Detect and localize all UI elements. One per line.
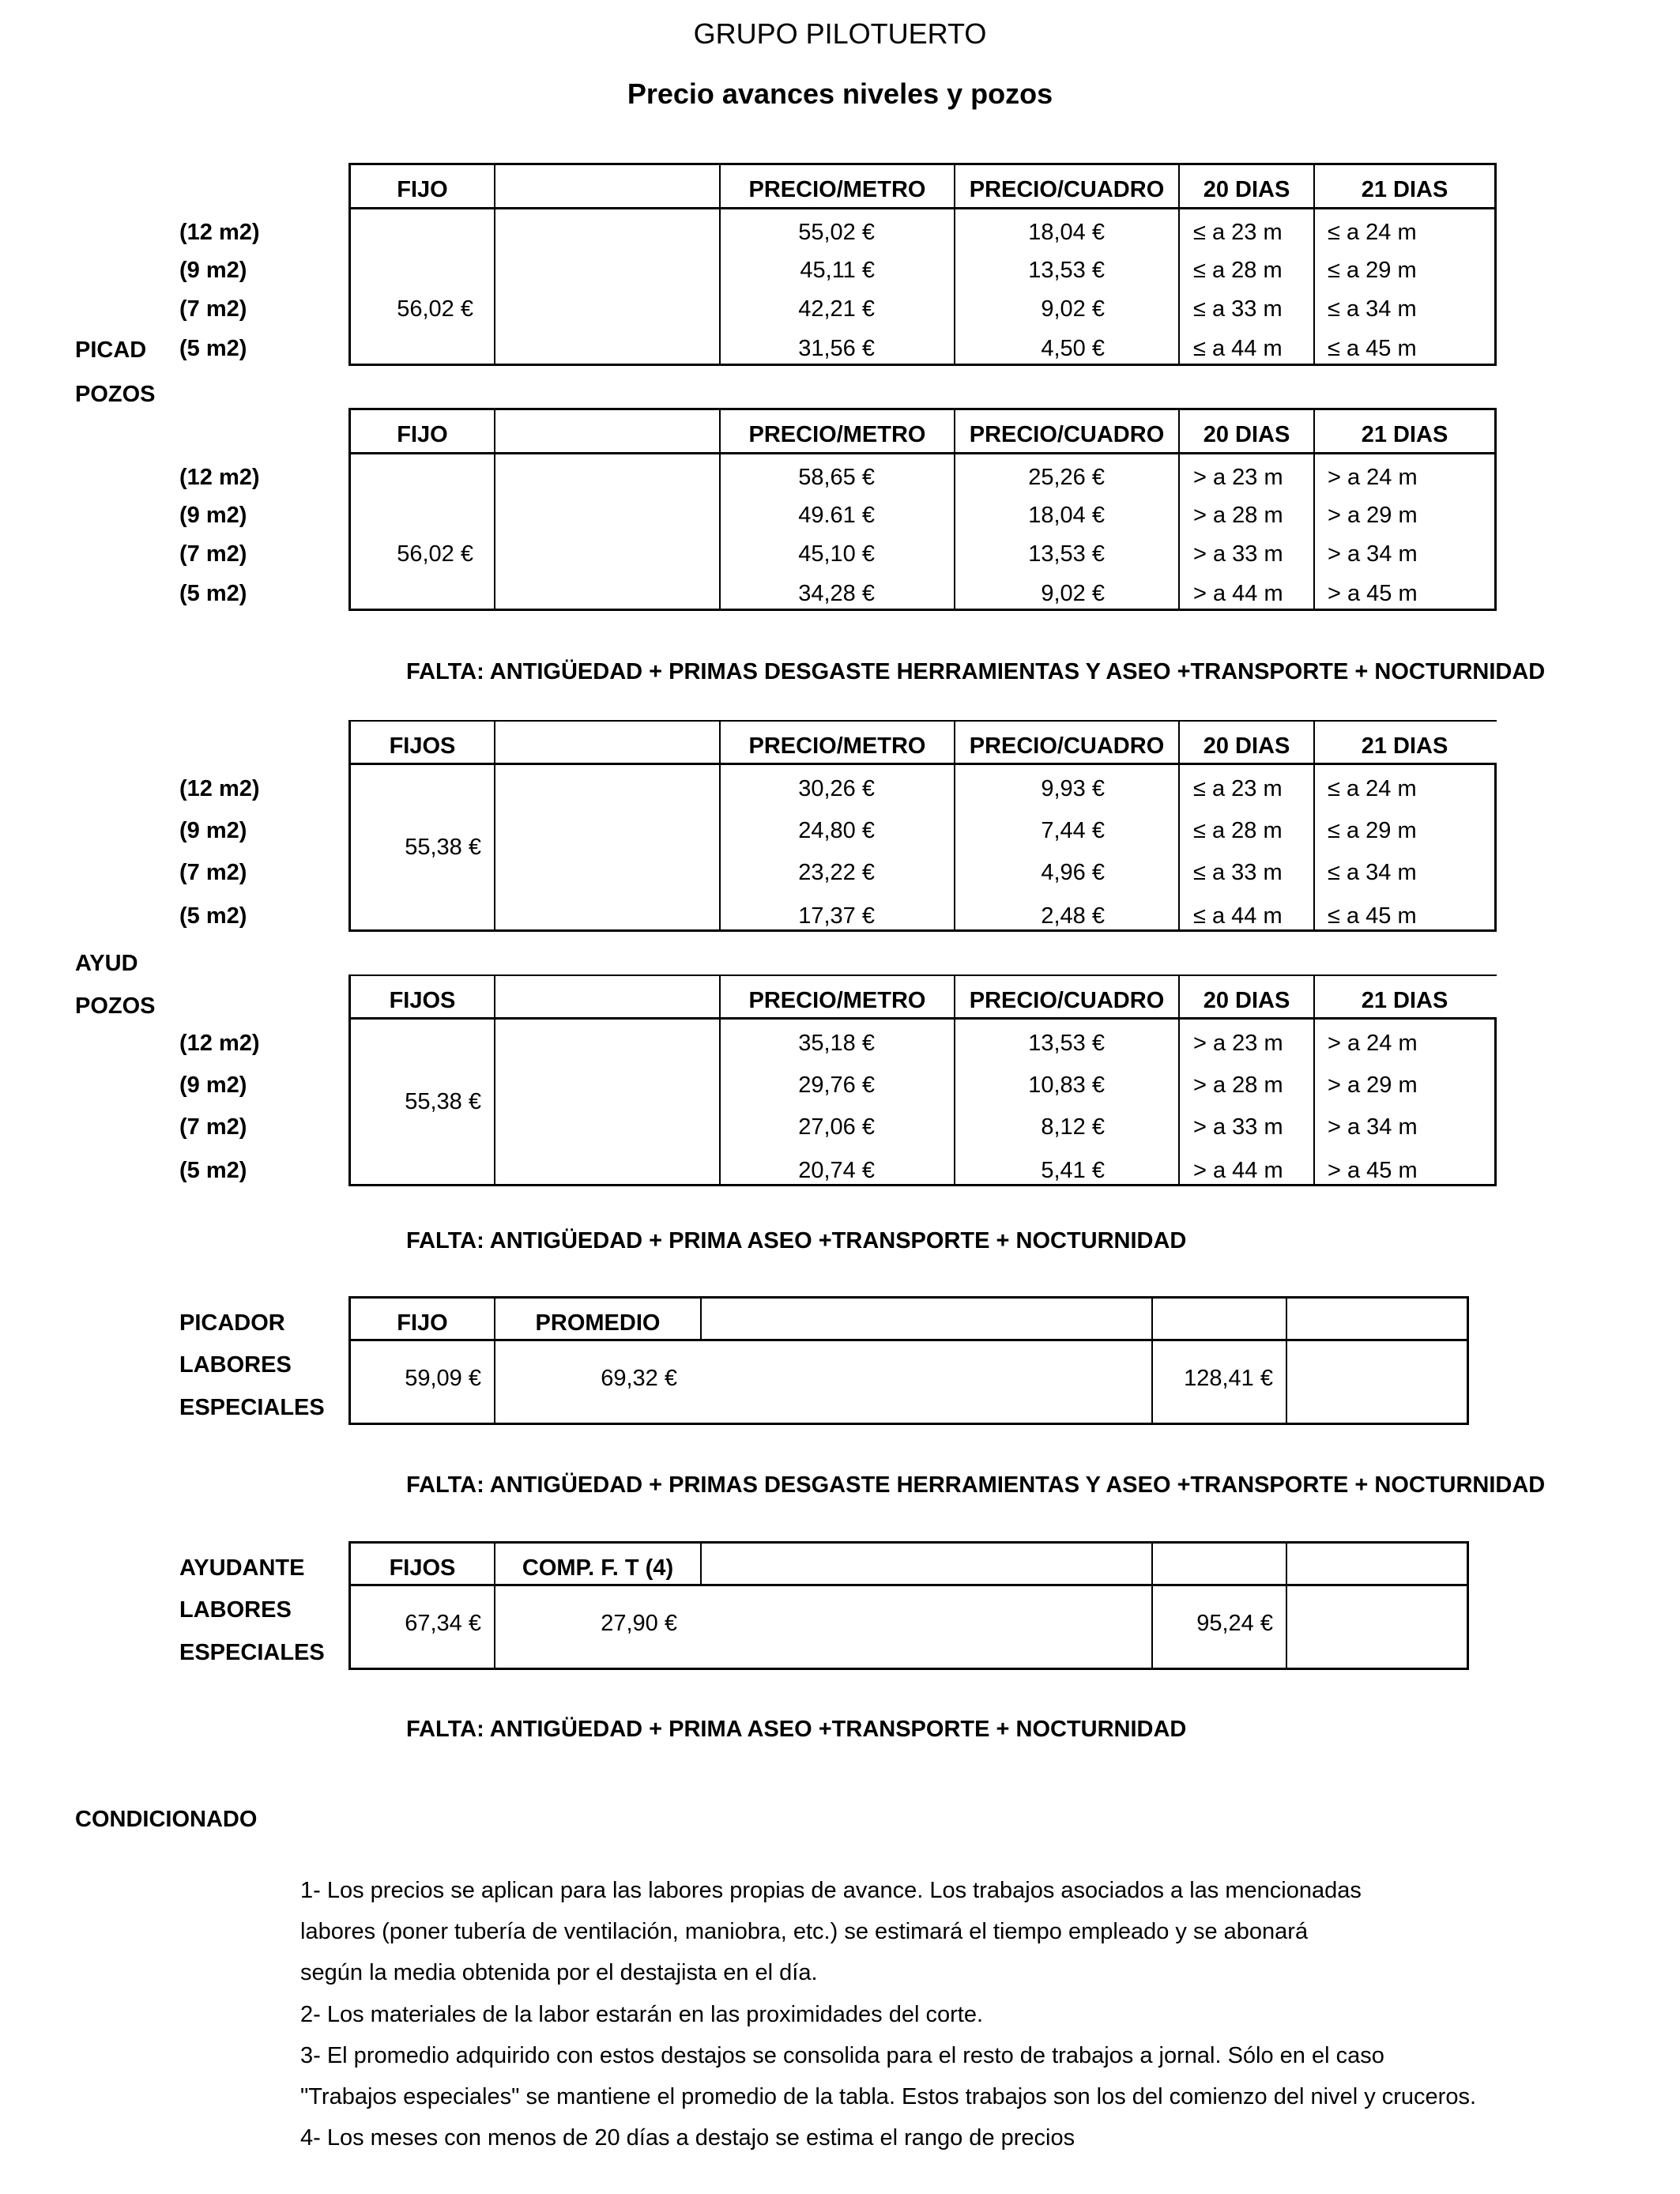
precio-cuadro-cell: 4,96 € bbox=[1041, 860, 1105, 885]
size-label: (7 m2) bbox=[179, 1114, 247, 1140]
condicion-line: 3- El promedio adquirido con estos destajos se consolida para el resto de trabajos a jornal. Sólo en el caso bbox=[300, 2043, 1384, 2068]
total-value: 95,24 € bbox=[1196, 1611, 1273, 1636]
size-label: (9 m2) bbox=[179, 1072, 247, 1098]
header-precio-cuadro: PRECIO/CUADRO bbox=[969, 733, 1165, 759]
header-precio-metro: PRECIO/METRO bbox=[748, 733, 926, 759]
row-label: PICADOR bbox=[179, 1310, 285, 1336]
size-label: (5 m2) bbox=[179, 1158, 247, 1183]
fijo-value: 67,34 € bbox=[405, 1611, 481, 1636]
precio-cuadro-cell: 2,48 € bbox=[1041, 903, 1105, 929]
condicion-line: 2- Los materiales de la labor estarán en las proximidades del corte. bbox=[300, 2002, 984, 2027]
precio-metro-cell: 34,28 € bbox=[798, 581, 875, 606]
header-precio-cuadro: PRECIO/CUADRO bbox=[969, 422, 1165, 447]
dias-20-cell: > a 33 m bbox=[1193, 1114, 1283, 1140]
header-fijos: FIJOS bbox=[389, 988, 456, 1013]
precio-cuadro-cell: 8,12 € bbox=[1041, 1114, 1105, 1140]
header-21-dias: 21 DIAS bbox=[1361, 988, 1448, 1013]
fijo-value: 56,02 € bbox=[397, 541, 473, 567]
header-20-dias: 20 DIAS bbox=[1203, 733, 1290, 759]
falta-note-1: FALTA: ANTIGÜEDAD + PRIMAS DESGASTE HERRAMIENTAS Y ASEO +TRANSPORTE + NOCTURNIDAD bbox=[406, 659, 1546, 684]
row-label: LABORES bbox=[179, 1352, 292, 1378]
precio-metro-cell: 58,65 € bbox=[798, 465, 875, 490]
dias-20-cell: > a 23 m bbox=[1193, 1031, 1283, 1056]
dias-20-cell: > a 28 m bbox=[1193, 503, 1283, 528]
precio-cuadro-cell: 13,53 € bbox=[1028, 1031, 1105, 1056]
precio-cuadro-cell: 13,53 € bbox=[1028, 258, 1105, 283]
dias-20-cell: ≤ a 23 m bbox=[1193, 776, 1283, 801]
label-pozos-1: POZOS bbox=[75, 382, 156, 407]
precio-cuadro-cell: 9,02 € bbox=[1041, 581, 1105, 606]
condicion-line: 4- Los meses con menos de 20 días a destajo se estima el rango de precios bbox=[300, 2125, 1075, 2151]
precio-metro-cell: 55,02 € bbox=[798, 220, 875, 245]
size-label: (12 m2) bbox=[179, 776, 260, 801]
falta-note-4: FALTA: ANTIGÜEDAD + PRIMA ASEO +TRANSPORTE + NOCTURNIDAD bbox=[406, 1717, 1187, 1742]
precio-cuadro-cell: 18,04 € bbox=[1028, 503, 1105, 528]
header-21-dias: 21 DIAS bbox=[1361, 733, 1448, 759]
header-fijos: FIJOS bbox=[389, 1555, 456, 1581]
precio-metro-cell: 23,22 € bbox=[798, 860, 875, 885]
condicion-line: 1- Los precios se aplican para las labores propias de avance. Los trabajos asociados a las mencionadas bbox=[300, 1878, 1362, 1903]
header-fijo: FIJO bbox=[397, 422, 448, 447]
dias-20-cell: > a 44 m bbox=[1193, 581, 1283, 606]
header-precio-cuadro: PRECIO/CUADRO bbox=[969, 177, 1165, 202]
dias-20-cell: > a 23 m bbox=[1193, 465, 1283, 490]
precio-cuadro-cell: 13,53 € bbox=[1028, 541, 1105, 567]
dias-20-cell: > a 28 m bbox=[1193, 1072, 1283, 1098]
size-label: (12 m2) bbox=[179, 465, 260, 490]
size-label: (12 m2) bbox=[179, 1031, 260, 1056]
precio-cuadro-cell: 25,26 € bbox=[1028, 465, 1105, 490]
falta-note-2: FALTA: ANTIGÜEDAD + PRIMA ASEO +TRANSPORTE + NOCTURNIDAD bbox=[406, 1228, 1187, 1253]
dias-20-cell: ≤ a 23 m bbox=[1193, 220, 1283, 245]
dias-21-cell: > a 29 m bbox=[1328, 503, 1418, 528]
precio-metro-cell: 24,80 € bbox=[798, 818, 875, 843]
precio-metro-cell: 20,74 € bbox=[798, 1158, 875, 1183]
precio-cuadro-cell: 9,93 € bbox=[1041, 776, 1105, 801]
header-comp-ft: COMP. F. T (4) bbox=[522, 1555, 674, 1581]
row-label: ESPECIALES bbox=[179, 1395, 325, 1420]
row-label: LABORES bbox=[179, 1597, 292, 1623]
row-label: ESPECIALES bbox=[179, 1640, 325, 1665]
fijo-value: 55,38 € bbox=[405, 1089, 481, 1114]
dias-20-cell: ≤ a 44 m bbox=[1193, 903, 1283, 929]
header-fijo: FIJO bbox=[397, 1310, 448, 1336]
dias-20-cell: > a 33 m bbox=[1193, 541, 1283, 567]
dias-20-cell: ≤ a 33 m bbox=[1193, 296, 1283, 322]
precio-cuadro-cell: 7,44 € bbox=[1041, 818, 1105, 843]
row-label: AYUDANTE bbox=[179, 1555, 305, 1581]
precio-metro-cell: 45,11 € bbox=[800, 258, 875, 283]
precio-cuadro-cell: 5,41 € bbox=[1041, 1158, 1105, 1183]
dias-21-cell: > a 45 m bbox=[1328, 1158, 1418, 1183]
dias-20-cell: ≤ a 28 m bbox=[1193, 258, 1283, 283]
header-precio-cuadro: PRECIO/CUADRO bbox=[969, 988, 1165, 1013]
fijo-value: 55,38 € bbox=[405, 835, 481, 860]
document-title: GRUPO PILOTUERTO bbox=[693, 17, 987, 50]
size-label: (12 m2) bbox=[179, 220, 260, 245]
header-fijos: FIJOS bbox=[389, 733, 456, 759]
promedio-value: 69,32 € bbox=[601, 1366, 677, 1391]
precio-metro-cell: 49.61 € bbox=[798, 503, 875, 528]
precio-cuadro-cell: 4,50 € bbox=[1041, 336, 1105, 361]
dias-21-cell: ≤ a 24 m bbox=[1328, 776, 1417, 801]
dias-21-cell: > a 29 m bbox=[1328, 1072, 1418, 1098]
dias-21-cell: ≤ a 24 m bbox=[1328, 220, 1417, 245]
dias-20-cell: ≤ a 28 m bbox=[1193, 818, 1283, 843]
header-promedio: PROMEDIO bbox=[535, 1310, 661, 1336]
condicion-line: labores (poner tubería de ventilación, maniobra, etc.) se estimará el tiempo empleado y se abonará bbox=[300, 1919, 1309, 1944]
precio-metro-cell: 31,56 € bbox=[798, 336, 875, 361]
precio-cuadro-cell: 10,83 € bbox=[1028, 1072, 1105, 1098]
header-20-dias: 20 DIAS bbox=[1203, 177, 1290, 202]
dias-21-cell: > a 45 m bbox=[1328, 581, 1418, 606]
condicion-line: "Trabajos especiales" se mantiene el promedio de la tabla. Estos trabajos son los del comienzo del nivel y cruceros. bbox=[300, 2084, 1477, 2109]
size-label: (5 m2) bbox=[179, 581, 247, 606]
label-pozos-2: POZOS bbox=[75, 993, 156, 1019]
total-value: 128,41 € bbox=[1184, 1366, 1273, 1391]
dias-21-cell: ≤ a 45 m bbox=[1328, 336, 1417, 361]
precio-metro-cell: 45,10 € bbox=[798, 541, 875, 567]
precio-metro-cell: 30,26 € bbox=[798, 776, 875, 801]
dias-21-cell: ≤ a 29 m bbox=[1328, 818, 1417, 843]
precio-metro-cell: 17,37 € bbox=[798, 903, 875, 929]
precio-metro-cell: 42,21 € bbox=[798, 296, 875, 322]
dias-21-cell: ≤ a 34 m bbox=[1328, 860, 1417, 885]
fijo-value: 59,09 € bbox=[405, 1366, 481, 1391]
size-label: (5 m2) bbox=[179, 903, 247, 929]
dias-21-cell: > a 24 m bbox=[1328, 1031, 1418, 1056]
dias-20-cell: ≤ a 44 m bbox=[1193, 336, 1283, 361]
precio-metro-cell: 29,76 € bbox=[798, 1072, 875, 1098]
precio-metro-cell: 35,18 € bbox=[798, 1031, 875, 1056]
precio-metro-cell: 27,06 € bbox=[798, 1114, 875, 1140]
header-20-dias: 20 DIAS bbox=[1203, 988, 1290, 1013]
header-precio-metro: PRECIO/METRO bbox=[748, 988, 926, 1013]
condicionado-heading: CONDICIONADO bbox=[75, 1807, 258, 1832]
dias-21-cell: > a 34 m bbox=[1328, 541, 1418, 567]
dias-20-cell: > a 44 m bbox=[1193, 1158, 1283, 1183]
size-label: (9 m2) bbox=[179, 258, 247, 283]
falta-note-3: FALTA: ANTIGÜEDAD + PRIMAS DESGASTE HERRAMIENTAS Y ASEO +TRANSPORTE + NOCTURNIDAD bbox=[406, 1472, 1546, 1498]
size-label: (5 m2) bbox=[179, 336, 247, 361]
dias-21-cell: > a 34 m bbox=[1328, 1114, 1418, 1140]
precio-cuadro-cell: 18,04 € bbox=[1028, 220, 1105, 245]
dias-21-cell: ≤ a 29 m bbox=[1328, 258, 1417, 283]
header-21-dias: 21 DIAS bbox=[1361, 177, 1448, 202]
dias-21-cell: ≤ a 34 m bbox=[1328, 296, 1417, 322]
condicion-line: según la media obtenida por el destajista en el día. bbox=[300, 1960, 818, 1985]
size-label: (7 m2) bbox=[179, 296, 247, 322]
size-label: (7 m2) bbox=[179, 860, 247, 885]
fijo-value: 56,02 € bbox=[397, 296, 473, 322]
document-subtitle: Precio avances niveles y pozos bbox=[627, 77, 1053, 110]
label-ayud: AYUD bbox=[75, 951, 138, 976]
header-precio-metro: PRECIO/METRO bbox=[748, 422, 926, 447]
label-picad: PICAD bbox=[75, 337, 147, 363]
dias-21-cell: > a 24 m bbox=[1328, 465, 1418, 490]
dias-21-cell: ≤ a 45 m bbox=[1328, 903, 1417, 929]
comp-value: 27,90 € bbox=[601, 1611, 677, 1636]
size-label: (9 m2) bbox=[179, 818, 247, 843]
size-label: (9 m2) bbox=[179, 503, 247, 528]
header-precio-metro: PRECIO/METRO bbox=[748, 177, 926, 202]
precio-cuadro-cell: 9,02 € bbox=[1041, 296, 1105, 322]
header-fijo: FIJO bbox=[397, 177, 448, 202]
header-20-dias: 20 DIAS bbox=[1203, 422, 1290, 447]
header-21-dias: 21 DIAS bbox=[1361, 422, 1448, 447]
dias-20-cell: ≤ a 33 m bbox=[1193, 860, 1283, 885]
size-label: (7 m2) bbox=[179, 541, 247, 567]
